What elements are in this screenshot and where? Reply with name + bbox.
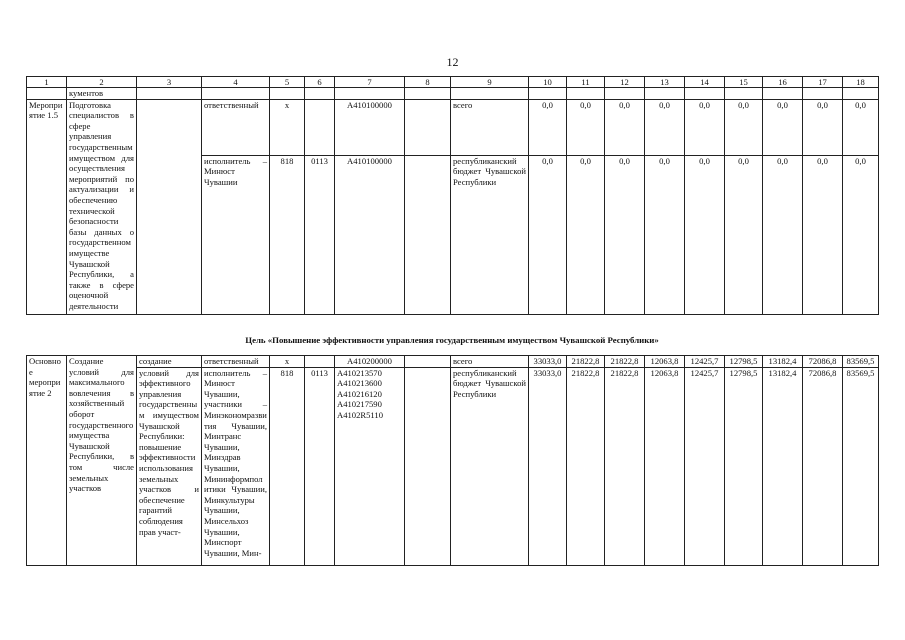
value-cell: 21822,8 (567, 356, 605, 368)
value-cell: 0,0 (685, 155, 725, 314)
column-number: 11 (567, 77, 605, 88)
value-cell: 0,0 (529, 155, 567, 314)
funding-source: республиканский бюджет Чувашской Республики (451, 155, 529, 314)
table-row (27, 356, 879, 368)
value-cell: 0,0 (645, 155, 685, 314)
activity-name: Основное мероприятие 2 (27, 356, 67, 566)
value-cell: 21822,8 (605, 356, 645, 368)
value-cell: 0,0 (605, 155, 645, 314)
column-number: 5 (270, 77, 305, 88)
value-cell: 12425,7 (685, 367, 725, 565)
value-cell: 0,0 (567, 155, 605, 314)
target-article: А410213570 (337, 367, 382, 378)
executor: исполнитель – Минюст Чувашии (202, 155, 270, 314)
grbs: x (270, 356, 305, 368)
column-number: 15 (725, 77, 763, 88)
column-number: 16 (763, 77, 803, 88)
target-article: А410100000 (335, 155, 405, 314)
column-number: 3 (137, 77, 202, 88)
value-cell: 13182,4 (763, 356, 803, 368)
page-number: 12 (446, 55, 459, 69)
grbs: x (270, 99, 305, 155)
value-cell: 0,0 (725, 99, 763, 155)
target-article: А410213600 (337, 378, 382, 389)
value-cell: 0,0 (567, 99, 605, 155)
value-cell: 72086,8 (803, 367, 843, 565)
activity-goal-continued: условий для эффективного управления государственным имуществом Чувашской Республики: повышение эффективности использования земельных участков и обеспечение гарантий соблюдения прав участ- (137, 367, 202, 565)
funding-source: всего (451, 99, 529, 155)
value-cell: 21822,8 (567, 367, 605, 565)
target-article: А410100000 (335, 99, 405, 155)
target-article: А410217590 (337, 399, 382, 410)
column-number: 7 (335, 77, 405, 88)
value-cell: 33033,0 (529, 367, 567, 565)
goal-title: Цель «Повышение эффективности управления государственным имуществом Чувашской Республики» (245, 335, 659, 345)
value-cell: 83569,5 (843, 367, 879, 565)
column-number-row (27, 77, 879, 88)
value-cell: 0,0 (803, 99, 843, 155)
program-table-part2 (26, 355, 879, 566)
value-cell: 12063,8 (645, 356, 685, 368)
value-cell: 0,0 (529, 99, 567, 155)
column-number: 2 (67, 77, 137, 88)
value-cell: 0,0 (763, 99, 803, 155)
value-cell: 72086,8 (803, 356, 843, 368)
section-code (305, 99, 335, 155)
executor: ответственный (202, 99, 270, 155)
column-number: 14 (685, 77, 725, 88)
funding-source: всего (451, 356, 529, 368)
column-number: 10 (529, 77, 567, 88)
continued-text: кументов (67, 88, 137, 100)
target-article: А410200000 (335, 356, 405, 368)
grbs: 818 (270, 155, 305, 314)
value-cell: 0,0 (843, 99, 879, 155)
value-cell: 83569,5 (843, 356, 879, 368)
value-cell: 12425,7 (685, 356, 725, 368)
value-cell: 13182,4 (763, 367, 803, 565)
program-table-part1 (26, 76, 879, 315)
value-cell: 0,0 (725, 155, 763, 314)
value-cell: 33033,0 (529, 356, 567, 368)
section-code: 0113 (305, 155, 335, 314)
section-code: 0113 (305, 367, 335, 565)
value-cell: 0,0 (605, 99, 645, 155)
column-number: 13 (645, 77, 685, 88)
table-row (27, 99, 879, 155)
column-number: 4 (202, 77, 270, 88)
column-number: 1 (27, 77, 67, 88)
grbs: 818 (270, 367, 305, 565)
value-cell: 0,0 (763, 155, 803, 314)
value-cell: 21822,8 (605, 367, 645, 565)
value-cell: 0,0 (843, 155, 879, 314)
section-code (305, 356, 335, 368)
activity-description: Подготовка специалистов в сфере управления государственным имуществом для осуществления мероприятий по актуализации и обеспечению технической безопасности базы данных о государственном имуществе Чувашской Республики, а также в сфере оценочной деятельности (67, 99, 137, 314)
column-number: 17 (803, 77, 843, 88)
column-number: 9 (451, 77, 529, 88)
value-cell: 12063,8 (645, 367, 685, 565)
target-article-list (335, 367, 405, 565)
target-article: А410216120 (337, 388, 382, 399)
target-article: А4102R5110 (337, 409, 383, 420)
column-number: 6 (305, 77, 335, 88)
executor: ответственный (202, 356, 270, 368)
column-number: 18 (843, 77, 879, 88)
column-number: 8 (405, 77, 451, 88)
executor: исполнитель – Минюст Чувашии, участники – Минэкономразвития Чувашии, Минтранс Чувашии, Минздрав Чувашии, Мининформполитики Чувашии, Минкультуры Чувашии, Минсельхоз Чувашии, Минспорт Чувашии, Мин- (202, 367, 270, 565)
funding-source: республиканский бюджет Чувашской Республики (451, 367, 529, 565)
value-cell: 12798,5 (725, 367, 763, 565)
value-cell: 0,0 (685, 99, 725, 155)
activity-name: Мероприятие 1.5 (27, 99, 67, 314)
table-row (27, 367, 879, 565)
activity-goal: создание (137, 356, 202, 368)
activity-description: Создание условий для максимального вовлечения в хозяйственный оборот государственного имущества Чувашской Республики, в том числе земельных участков (67, 356, 137, 566)
value-cell: 0,0 (645, 99, 685, 155)
continuation-row (27, 88, 879, 100)
column-number: 12 (605, 77, 645, 88)
value-cell: 12798,5 (725, 356, 763, 368)
value-cell: 0,0 (803, 155, 843, 314)
